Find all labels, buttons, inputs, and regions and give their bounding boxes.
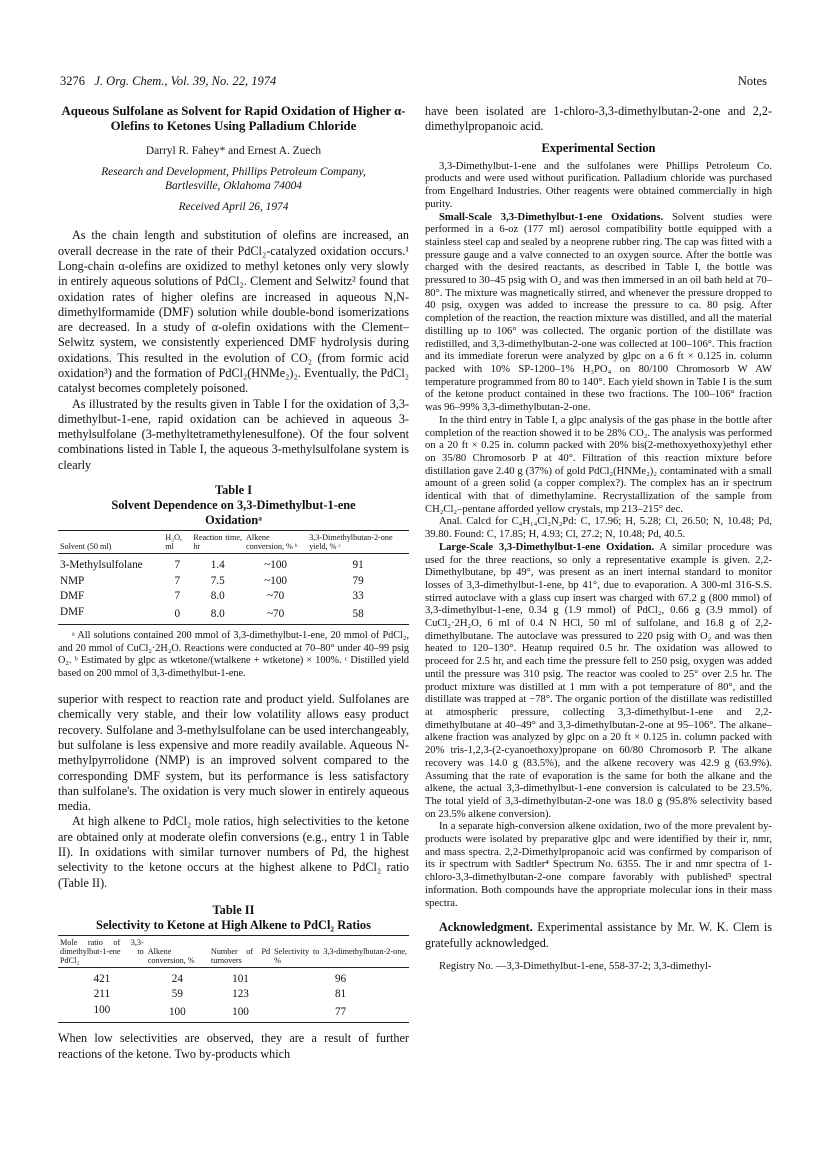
table-header: Solvent (50 ml): [60, 542, 112, 552]
section-label: Notes: [737, 74, 767, 88]
table-body: [58, 967, 409, 1023]
article-title: Aqueous Sulfolane as Solvent for Rapid Oxidation of Higher α-Olefins to Ketones Using Palladium Chloride: [61, 104, 406, 133]
table-header: 3,3-Dimethylbutan-2-one yield, % ᶜ: [309, 533, 393, 552]
paragraph: In the third entry in Table I, a glpc analysis of the gas phase in the bottle after completion of the reaction showed it to be 28% CO₂. The analysis was performed on a 20 ft × 0.25 in. column packed with 20% bis(2-methoxyethoxy)ethyl ether on 35/80 Chromosorb P at 40°. Filtration of this reaction mixture before distillation gave 2.40 g (37%) of gold PdCl₂(HNMe₂)₂ contaminated with a small amount of a green solid (a copper complex?). The complex has an ir spectrum identical with that of dimethylamine. Recrystallization of the sample from CH₂Cl₂–pentane afforded yellow crystals, mp 213–215° dec.: [425, 414, 772, 515]
paragraph: As the chain length and substitution of olefins are increased, an overall decrease in the rate of their PdCl₂-catalyzed oxidation occurs.¹ Long-chain α-olefins are oxidized to methyl ketones only very slowly in entirely aqueous solutions of PdCl₂. Clement and Selwitz² found that oxidation rates of higher olefins are increased in aqueous N,N-dimethylformamide (DMF) solution while double-bond isomerizations are decreased. In a study of α-olefin oxidations with the Clement–Selwitz system, we consistently experienced DMF hydrolysis during oxidations. This resulted in the evolution of CO₂ (from formic acid oxidation³) and the formation of PdCl₂(HNMe₂)₂. Eventually, the PdCl₂ catalyst becomes completely poisoned.: [58, 228, 409, 396]
table-caption: Solvent Dependence on 3,3-Dimethylbut-1-ene Oxidationᵃ: [111, 498, 356, 528]
table-header: Selectivity to 3,3-dimethylbutan-2-one, %: [274, 946, 407, 965]
table-caption: Selectivity to Ketone at High Alkene to PdCl₂ Ratios: [96, 917, 371, 932]
registry-numbers: Registry No. —3,3-Dimethylbut-1-ene, 558-37-2; 3,3-dimethyl-: [439, 960, 712, 972]
table-header: Mole ratio of 3,3-dimethylbut-1-ene to PdCl₂: [60, 937, 144, 965]
right-column: [425, 104, 772, 974]
run-in-heading: Large-Scale 3,3-Dimethylbut-1-ene Oxidation.: [439, 541, 655, 553]
analysis-paragraph: Anal. Calcd for C₄H₁₄Cl₂N₂Pd: C, 17.96; H, 5.28; Cl, 26.50; N, 10.48; Pd, 39.80. Found: C, 17.85; H, 4.93; Cl, 27.2; N, 10.48; Pd, 40.5.: [425, 516, 772, 541]
table-row: 421 24 101 96: [93, 972, 347, 985]
run-in-heading: Small-Scale 3,3-Dimethylbut-1-ene Oxidations.: [439, 211, 664, 223]
paragraph: superior with respect to reaction rate and product yield. Sulfolanes are chemically very stable, and their low volatility allows easy product recovery. Sulfolane and 3-methylsulfolane can be used interchangeably, but sulfolane is less expensive and more readily available. Aqueous N-methylpyrrolidone (NMP) is an improved solvent compared to the corresponding DMF system, but its performance is less satisfactory than sulfolane's. The oxidation is very much slower in entirely aqueous media.: [58, 692, 409, 814]
table-label: Table I: [214, 483, 253, 498]
table-header: Reaction time, hr: [193, 533, 243, 552]
table-header: Alkene conversion, % ᵇ: [246, 533, 298, 552]
section-heading: Experimental Section: [541, 140, 656, 155]
running-header: [60, 74, 767, 92]
table-2: [58, 903, 409, 1024]
authors: Darryl R. Fahey* and Ernest A. Zuech: [145, 145, 322, 157]
table-row: NMP 7 7.5 ~100 79: [60, 574, 364, 587]
table-row: DMF 7 8.0 ~70 33: [60, 590, 364, 603]
affiliation: Research and Development, Phillips Petroleum Company, Bartlesville, Oklahoma 74004: [101, 166, 366, 193]
paragraph: 3,3-Dimethylbut-1-ene and the sulfolanes were Phillips Petroleum Co. products and were used without purification. Palladium chloride was purchased from Engelhard Industries. Other reagents were obtained commercially in high purity.: [425, 160, 772, 210]
table-header: Alkene conversion, %: [147, 946, 195, 965]
paragraph: When low selectivities are observed, they are a result of further reactions of the ketone. Two by-products which: [58, 1031, 409, 1061]
table-row: 211 59 123 81: [93, 988, 347, 1001]
paragraph: At high alkene to PdCl₂ mole ratios, high selectivities to the ketone are obtained only at moderate olefin conversions (e.g., entry 1 in Table II). In oxidations with similar turnover numbers of Pd, the highest selectivity to the ketone occurs at the highest alkene to PdCl₂ ratio (Table II).: [58, 814, 409, 890]
left-column: [58, 104, 409, 1062]
paragraph: As illustrated by the results given in Table I for the oxidation of 3,3-dimethylbut-1-ene, rapid oxidation can be achieved in aqueous 3-methylsulfolane (3-methyltetramethylenesulfone). Of the four solvent combinations listed in Table I, the aqueous 3-methylsulfolane system is clearly: [58, 396, 409, 472]
table-body: [58, 554, 409, 625]
paragraph: Large-Scale 3,3-Dimethylbut-1-ene Oxidation. A similar procedure was used for the three reactions, so only a representative example is given. 2,2-Dimethylbutane, bp 49°, was present as an inert internal standard to monitor losses of 3,3-dimethylbut-1-ene, bp 41°, due to evaporation. A 300-ml 316-S.S. stirred autoclave with a glass cup insert was charged with 67.2 g (800 mmol) of 3,3-dimethylbut-1-ene, 0.34 g (1.9 mmol) of PdCl₂, 0.66 g (3.9 mmol) of CuCl₂·2H₂O, 6 ml of 0.4 N HCl, 50 ml of sulfolane, and 16.8 g of 2,2-dimethylbutane. The autoclave was pressured to 220 psig with O₂ and was then heated to 120–130°. Heatup required 0.5 hr. The oxidation was allowed to proceed for 2.5 hr, and each time the pressure fell to 250 psig, oxygen was added until the pressure was 310 psig. The reactor was cooled to 25° over 2.5 hr. The product mixture was distilled at 1 mm with a pot temperature of 80°, and the distillate was trapped at −78°. The organic portion of the distillate was redistilled at atmospheric pressure, collecting 3,3-dimethylbut-1-ene and 2,2-dimethylbutane at 40–49° and 3,3-dimethylbutan-2-one at 95–106°. The alkane–alkene fraction was analyzed by glpc on a 20 ft × 0.125 in. column packed with 20% tris-1,2,3-(2-cyanoethoxy)propane on 60/80 Chromosorb P. The alkane recovery was 14.0 g (83.5%), and the alkene recovery was 42.9 g (63.9%). Assuming that the rate of evaporation is the same for both the alkane and the alkene, the actual 3,3-dimethylbut-1-ene conversion is calculated to be 23.5%. The total yield of 3,3-dimethylbutan-2-one was 18.0 g (95.8% selectivity based on 23.5% alkene conversion).: [425, 541, 772, 820]
table-1: [58, 483, 409, 680]
table-header: Number of Pd turnovers: [210, 946, 271, 965]
acknowledgment: Acknowledgment. Experimental assistance by Mr. W. K. Clem is gratefully acknowledged.: [425, 920, 772, 950]
table-footnote: ᵃ All solutions contained 200 mmol of 3,3-dimethylbut-1-ene, 20 mmol of PdCl₂, and 20 mmol of CuCl₂·2H₂O. Reactions were conducted at 70–80° under 40–99 psig O₂. ᵇ Estimated by glpc as wtketone/(wtalkene + wtketone) × 100%. ᶜ Distilled yield based on 200 mmol of 3,3-dimethylbut-1-ene.: [58, 630, 409, 679]
journal-citation: J. Org. Chem., Vol. 39, No. 22, 1974: [94, 74, 277, 88]
paragraph: Small-Scale 3,3-Dimethylbut-1-ene Oxidations. Solvent studies were performed in a 6-oz (177 ml) aerosol compatibility bottle equipped with a stainless steel cap and sealed by a neoprene rubber ring. The cap was fitted with a pressure gauge and a valve connected to an oxygen source. After the bottle was charged with the desired reactants, as described in Table I, the bottle was pressured to 30–45 psig with O₂ and was then immersed in an oil bath held at 70–80°. The mixture was magnetically stirred, and whenever the pressure dropped to 40 psig, oxygen was added to increase the pressure to ca. 80 psig. After completion of the reaction, the reaction mixture was distilled, and all the material distilling up to 106° was collected. The organic portion of the distillate was redistilled, and 3,3-dimethylbutan-2-one was collected at 100–106°. This fraction and its immediate forerun were analyzed by glpc on a 6 ft × 0.125 in. column packed with 10% SP-1200–1% H₃PO₄ on 80/100 Chromosorb W AW temperature programmed from 80 to 140°. Each yield shown in Table I is the sum of the ketone product contained in these two fractions. The 100–106° fraction was 96–99% 3,3-dimethylbutan-2-one.: [425, 211, 773, 414]
table-row: 100 100 100 77: [58, 1003, 409, 1023]
table-label: Table II: [212, 902, 255, 917]
paragraph: In a separate high-conversion alkene oxidation, two of the more prevalent by-products were isolated by preparative glpc and were identified by their ir, nmr, and mass spectra. 2,2-Dimethylpropanoic acid was confirmed by comparison of its ir spectrum with Sadtler⁴ Spectrum No. 6355. The ir and nmr spectra of 1-chloro-3,3-dimethylbutan-2-one compare favorably with published⁵ spectral information. Both compounds have the appropriate molecular ions in their mass spectra.: [425, 821, 772, 909]
page-number: 3276: [60, 74, 85, 88]
table-row: DMF 0 8.0 ~70 58: [58, 605, 409, 625]
paragraph: have been isolated are 1-chloro-3,3-dimethylbutan-2-one and 2,2-dimethylpropanoic acid.: [425, 104, 772, 134]
table-row: 3-Methylsulfolane 7 1.4 ~100 91: [60, 559, 364, 572]
received-date: Received April 26, 1974: [178, 201, 289, 214]
table-header: H₂O, ml: [165, 533, 183, 552]
